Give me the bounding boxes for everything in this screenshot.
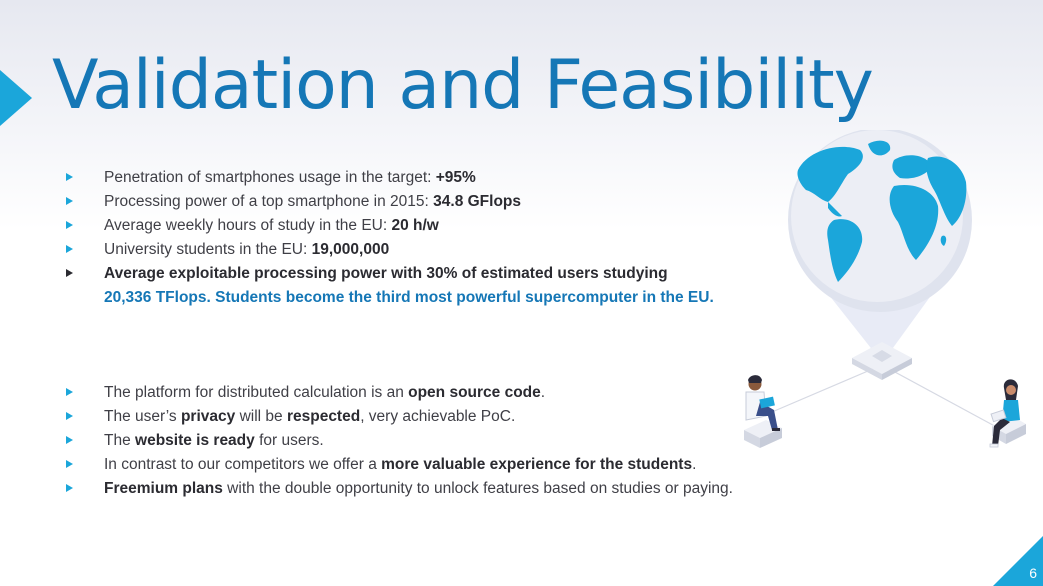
bullet-arrow-icon	[66, 436, 73, 444]
item-text: In contrast to our competitors we offer a	[104, 456, 382, 473]
list-item	[64, 190, 714, 214]
bullet-arrow-icon	[66, 197, 73, 205]
bullet-arrow-icon	[66, 460, 73, 468]
list-item	[64, 238, 714, 262]
list-item	[64, 166, 714, 190]
page-number: 6	[1029, 565, 1037, 581]
item-value: 34.8 GFlops	[433, 193, 522, 210]
list-item	[64, 429, 733, 453]
bullet-arrow-icon	[66, 173, 73, 181]
item-value: 20 h/w	[391, 217, 439, 234]
connection-line	[882, 365, 1002, 430]
item-bold: respected	[286, 408, 361, 425]
item-text: with the double opportunity to unlock features based on studies or paying.	[222, 480, 733, 497]
item-text: Penetration of smartphones usage in the target:	[104, 169, 436, 186]
item-bold: open source code	[408, 384, 541, 401]
list-item	[64, 453, 733, 477]
list-item	[64, 214, 714, 238]
item-text: University students in the EU:	[104, 241, 312, 258]
list-item	[64, 381, 733, 405]
item-text: .	[692, 456, 697, 473]
highlight-text: 20,336 TFlops. Students become the third most powerful supercomputer in the EU.	[104, 289, 714, 306]
item-bold: privacy	[180, 408, 236, 425]
item-text: for users.	[254, 432, 324, 449]
list-item	[64, 477, 733, 501]
item-text: Processing power of a top smartphone in 2015:	[104, 193, 434, 210]
item-text: will be	[235, 408, 287, 425]
globe-icon	[788, 130, 972, 312]
connection-line	[772, 365, 882, 412]
bullet-arrow-icon	[66, 412, 73, 420]
item-bold: more valuable experience for the students	[381, 456, 693, 473]
slide-title: Validation and Feasibility	[52, 46, 873, 125]
bullet-arrow-icon	[66, 484, 73, 492]
item-text: The platform for distributed calculation is an	[104, 384, 409, 401]
item-bold: website is ready	[135, 432, 255, 449]
item-value: 19,000,000	[311, 241, 390, 258]
bullet-arrow-icon	[66, 388, 73, 396]
title-arrow-icon	[0, 70, 34, 126]
bullet-arrow-icon	[66, 221, 73, 229]
item-value: +95%	[435, 169, 476, 186]
student-man-icon	[744, 375, 782, 448]
features-list	[64, 381, 733, 501]
globe-illustration	[730, 130, 1040, 460]
bullet-arrow-icon	[66, 269, 73, 277]
bullet-arrow-icon	[66, 245, 73, 253]
item-value: Average exploitable processing power with 30% of estimated users studying	[104, 265, 668, 282]
stats-list	[64, 166, 714, 310]
item-text: .	[540, 384, 546, 401]
list-item	[64, 405, 733, 429]
item-text: Average weekly hours of study in the EU:	[104, 217, 392, 234]
item-text: The user’s	[104, 408, 181, 425]
item-bold: Freemium plans	[104, 480, 223, 497]
student-woman-icon	[990, 379, 1026, 447]
item-text: , very achievable PoC.	[360, 408, 516, 425]
item-text: The	[104, 432, 136, 449]
list-item	[64, 262, 714, 310]
